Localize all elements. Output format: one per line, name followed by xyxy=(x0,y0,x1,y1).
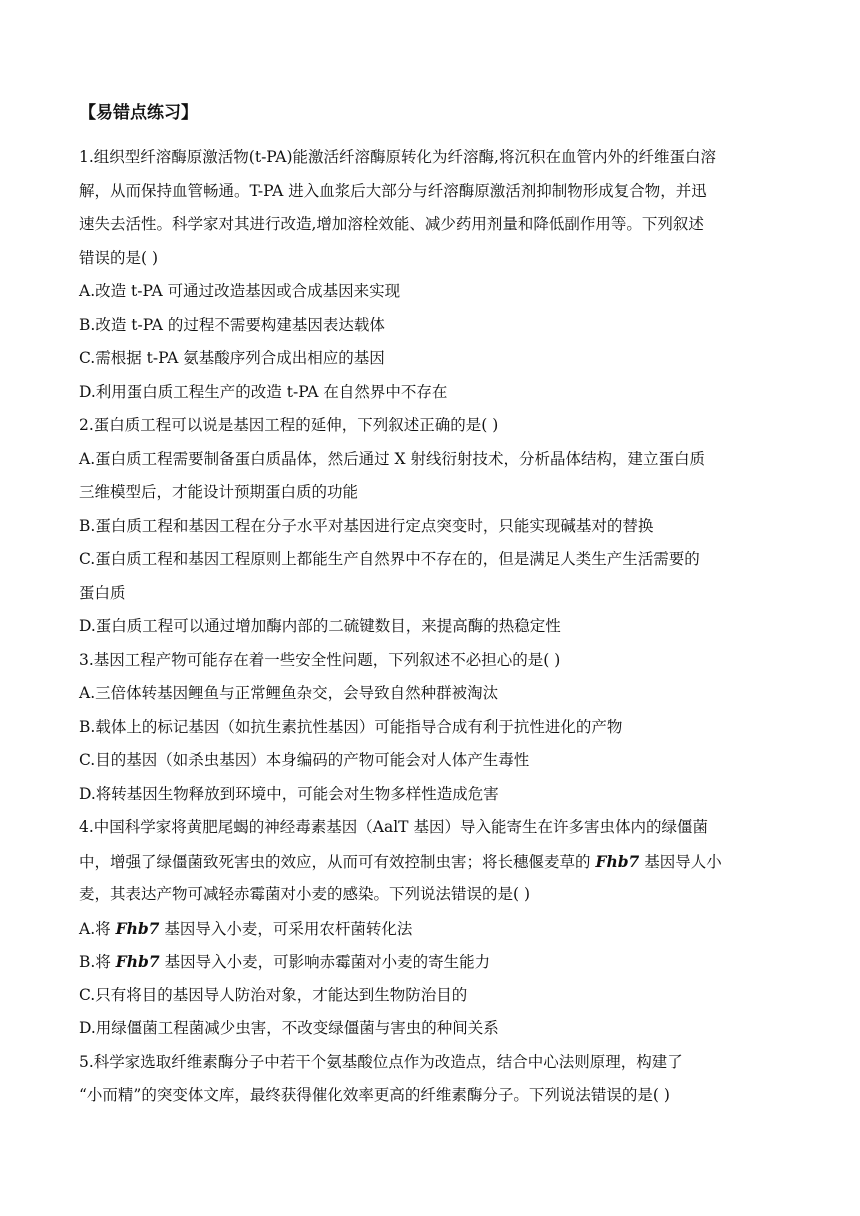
q4-option-c: C.只有将目的基因导人防治对象，才能达到生物防治目的 xyxy=(79,985,468,1004)
q5-stem-line-2: “小而精”的突变体文库，最终获得催化效率更高的纤维素酶分子。下列说法错误的是( ) xyxy=(79,1086,670,1104)
q3-option-b: B.载体上的标记基因（如抗生素抗性基因）可能指导合成有利于抗性进化的产物 xyxy=(79,717,623,736)
q2-option-c-line-2: 蛋白质 xyxy=(79,583,126,602)
q1-stem-line-1: 1.组织型纤溶酶原激活物(t-PA)能激活纤溶酶原转化为纤溶酶,将沉积在血管内外的纤维蛋白溶 xyxy=(79,148,716,166)
q2-option-a-line-2: 三维模型后，才能设计预期蛋白质的功能 xyxy=(79,483,359,501)
q2-option-b: B.蛋白质工程和基因工程在分子水平对基因进行定点突变时，只能实现碱基对的替换 xyxy=(79,516,654,535)
option-text: B.将 xyxy=(79,953,116,971)
option-text: A.将 xyxy=(79,919,116,938)
q4-option-d: D.用绿僵菌工程菌减少虫害，不改变绿僵菌与害虫的种间关系 xyxy=(79,1019,499,1037)
q4-stem-text: 基因导人小 xyxy=(639,852,722,871)
q1-option-a: A.改造 t-PA 可通过改造基因或合成基因来实现 xyxy=(79,282,401,300)
q4-option-b xyxy=(79,945,783,979)
q4-stem-line-3: 麦，其表达产物可减轻赤霉菌对小麦的感染。下列说法错误的是( ) xyxy=(79,885,531,903)
q4-stem-text: 中，增强了绿僵菌致死害虫的效应，从而可有效控制虫害；将长穗偃麦草的 xyxy=(79,852,596,871)
q1-stem-line-2: 解，从而保持血管畅通。T-PA 进入血浆后大部分与纤溶酶原激活剂抑制物形成复合物，并迅 xyxy=(79,181,707,200)
gene-name: Fhb7 xyxy=(595,851,640,871)
gene-name: Fhb7 xyxy=(115,918,160,938)
q1-stem-line-4: 错误的是( ) xyxy=(79,248,159,267)
gene-name: Fhb7 xyxy=(115,952,160,971)
option-text: 基因导入小麦，可采用农杆菌转化法 xyxy=(159,919,413,938)
question-list xyxy=(79,141,783,1113)
q1-option-d: D.利用蛋白质工程生产的改造 t-PA 在自然界中不存在 xyxy=(79,382,448,401)
q1-option-c: C.需根据 t-PA 氨基酸序列合成出相应的基因 xyxy=(79,349,385,367)
section-heading: 【易错点练习】 xyxy=(79,103,198,123)
q4-option-a xyxy=(79,912,783,946)
q2-option-c-line-1: C.蛋白质工程和基因工程原则上都能生产自然界中不存在的，但是满足人类生产生活需要的 xyxy=(79,550,700,568)
q2-option-a-line-1: A.蛋白质工程需要制备蛋白质晶体，然后通过 X 射线衍射技术，分析晶体结构，建立蛋白质 xyxy=(79,449,706,468)
q4-stem-line-1: 4.中国科学家将黄肥尾蝎的神经毒素基因（AalT 基因）导入能寄生在许多害虫体内的绿僵菌 xyxy=(79,818,708,836)
q2-option-d: D.蛋白质工程可以通过增加酶内部的二硫键数目，来提高酶的热稳定性 xyxy=(79,617,561,635)
option-text: 基因导入小麦，可影响赤霉菌对小麦的寄生能力 xyxy=(159,953,491,971)
q1-stem-line-3: 速失去活性。科学家对其进行改造,增加溶栓效能、减少药用剂量和降低副作用等。下列叙述 xyxy=(79,215,704,233)
q5-stem-line-1: 5.科学家选取纤维素酶分子中若干个氨基酸位点作为改造点，结合中心法则原理，构建了 xyxy=(79,1052,683,1071)
q3-option-a: A.三倍体转基因鲤鱼与正常鲤鱼杂交，会导致自然种群被淘汰 xyxy=(79,684,499,702)
q4-stem-line-2 xyxy=(79,845,783,879)
q3-stem: 3.基因工程产物可能存在着一些安全性问题，下列叙述不必担心的是( ) xyxy=(79,650,561,669)
q3-option-c: C.目的基因（如杀虫基因）本身编码的产物可能会对人体产生毒性 xyxy=(79,751,530,769)
q3-option-d: D.将转基因生物释放到环境中，可能会对生物多样性造成危害 xyxy=(79,784,499,803)
q2-stem: 2.蛋白质工程可以说是基因工程的延伸，下列叙述正确的是( ) xyxy=(79,416,499,434)
q1-option-b: B.改造 t-PA 的过程不需要构建基因表达载体 xyxy=(79,315,385,334)
